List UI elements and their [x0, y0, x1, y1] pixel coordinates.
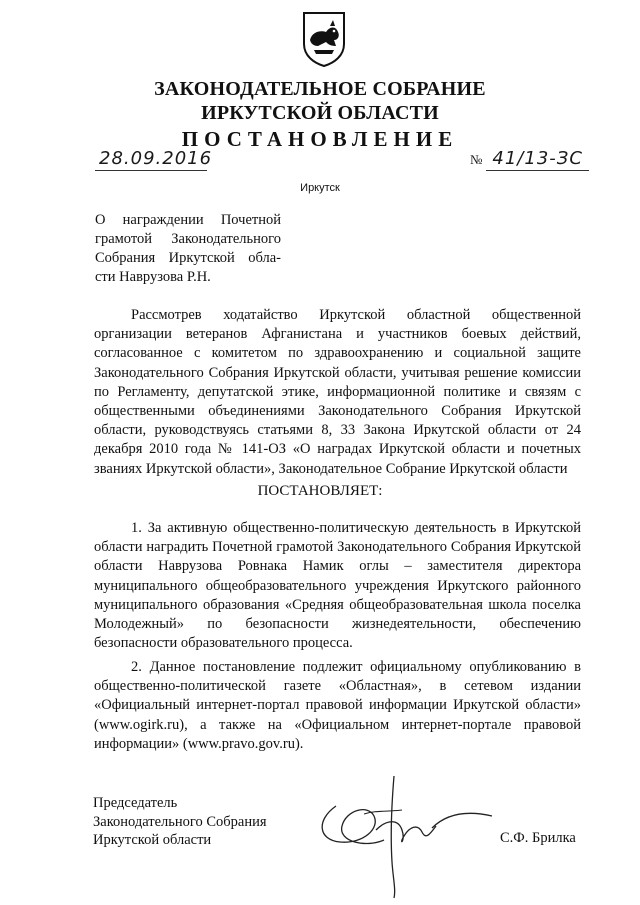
number-sign: № — [470, 152, 483, 167]
signatory-title-line: Председатель — [93, 795, 178, 811]
handwritten-signature — [306, 770, 496, 900]
subject-line: Собрания Иркутской обла- — [95, 250, 281, 266]
document-date: 28.09.2016 — [95, 148, 207, 171]
document-city: Иркутск — [300, 182, 340, 194]
document-number-field — [470, 148, 589, 171]
subject-line: сти Наврузова Р.Н. — [95, 269, 211, 285]
organization-name-line2: ИРКУТСКОЙ ОБЛАСТИ — [201, 102, 439, 124]
coat-of-arms-emblem — [300, 10, 348, 68]
preamble-paragraph: Рассмотрев ходатайство Иркутской областной общественной организации ветеранов Афганистана и участников боевых действий, согласованное с комитетом по здравоохранению и социальной защите Законодательного Собрания Иркутской области, учитывая решение комиссии по Регламенту, депутатской этике, информационной политике и связям с общественными объединениями Законодательного Собрания Иркутской области, руководствуясь статьями 8, 33 Закона Иркутской области от 24 декабря 2010 года № 141-ОЗ «О наградах Иркутской области и почетных званиях Иркутской области», Законодательное Собрание Иркутской области — [94, 307, 581, 477]
subject-line: грамотой Законодательного — [95, 231, 281, 247]
resolution-item-1: 1. За активную общественно-политическую деятельность в Иркутской области наградить Почетной грамотой Законодательного Собрания Иркутской области Наврузова Ровнака Намик оглы – заместителя директора муниципального общеобразовательного учреждения Иркутского районного муниципального образования «Средняя общеобразовательная школа поселка Молодежный» по безопасности жизнедеятельности, обеспечению безопасности образовательного процесса. — [94, 520, 581, 652]
resolves-heading: ПОСТАНОВЛЯЕТ: — [257, 483, 383, 499]
resolution-item-2: 2. Данное постановление подлежит официальному опубликованию в общественно-политической газете «Областная», в сетевом издании «Официальный интернет-портал правовой информации Иркутской области» (www.ogirk.ru), а также на «Официальном интернет-портале правовой информации» (www.pravo.gov.ru). — [94, 659, 581, 752]
signatory-title-line: Иркутской области — [93, 832, 212, 848]
subject-line: О награждении Почетной — [95, 212, 281, 228]
organization-name-line1: ЗАКОНОДАТЕЛЬНОЕ СОБРАНИЕ — [154, 78, 486, 100]
document-subject — [95, 211, 281, 287]
document-type-title: ПОСТАНОВЛЕНИЕ — [181, 127, 459, 151]
signatory-title-line: Законодательного Собрания — [93, 813, 267, 830]
document-number: 41/13-ЗС — [486, 148, 588, 171]
signatory-title — [93, 794, 267, 850]
signatory-name: С.Ф. Брилка — [500, 830, 576, 846]
